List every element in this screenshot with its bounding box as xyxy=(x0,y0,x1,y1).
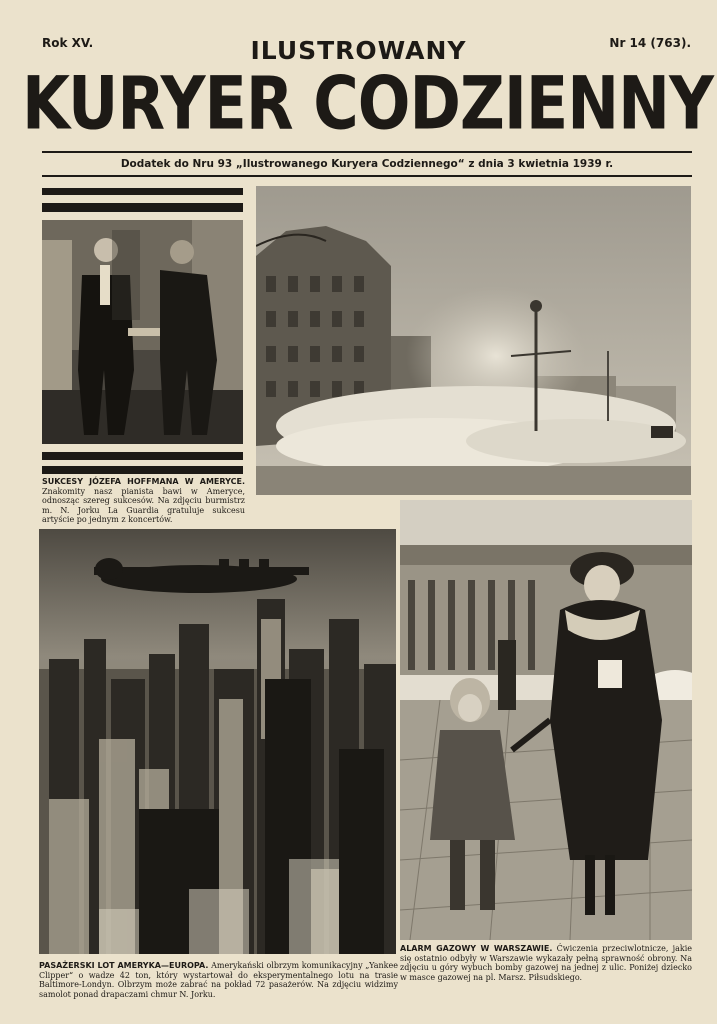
photo-hoffman-laguardia xyxy=(42,220,243,444)
decorative-bar xyxy=(42,466,243,474)
caption-hoffman-heading: SUKCESY JÓZEFA HOFFMANA W AMERYCE. xyxy=(42,477,245,486)
photo-gas-bomb-street xyxy=(256,186,691,495)
caption-clipper-body: Amerykański olbrzym komunikacyjny „Yankee Clipper“ o wadze 42 ton, który wystartował do eksperymentalnego lotu na trasie Baltimore-Londyn. Olbrzym może zabrać na pokład 72 pasażerów. Na zdjęciu widzimy samolot ponad drapaczami chmur N. Jorku. xyxy=(39,961,399,999)
decorative-bar xyxy=(42,203,243,212)
photo-yankee-clipper xyxy=(39,529,396,954)
caption-hoffman-body: Znakomity nasz pianista bawi w Ameryce, odnosząc szereg sukcesów. Na zdjęciu burmistrz m. N. Jorku La Guardia gratuluje sukcesu artyście po jednym z koncertów. xyxy=(42,486,245,525)
supplement-line: Dodatek do Nru 93 „Ilustrowanego Kuryera Codziennego“ z dnia 3 kwietnia 1939 r. xyxy=(120,158,614,170)
caption-alarm xyxy=(400,944,692,982)
decorative-bar xyxy=(42,188,243,195)
masthead-rule-bottom xyxy=(42,175,692,177)
title-line1: ILUSTROWANY xyxy=(250,36,467,65)
decorative-bar xyxy=(42,452,243,460)
issue-label: Nr 14 (763). xyxy=(609,36,691,50)
caption-alarm-heading: ALARM GAZOWY W WARSZAWIE. xyxy=(400,944,553,953)
caption-hoffman xyxy=(42,477,245,525)
photo-child-gas-mask xyxy=(400,500,692,940)
caption-alarm-body: Ćwiczenia przeciwlotnicze, jakie się ostatnio odbyły w Warszawie wykazały pełną sprawność obrony. Na zdjęciu u góry wybuch bomby gazowej na jednej z ulic. Poniżej dziecko w masce gazowej na pl. Marsz. Piłsudskiego. xyxy=(400,944,692,982)
year-label: Rok XV. xyxy=(42,36,94,50)
masthead-rule-top xyxy=(42,151,692,153)
caption-clipper xyxy=(39,961,398,999)
title-line2: KURYER CODZIENNY xyxy=(22,59,713,147)
caption-clipper-heading: PASAŻERSKI LOT AMERYKA—EUROPA. xyxy=(39,961,209,970)
